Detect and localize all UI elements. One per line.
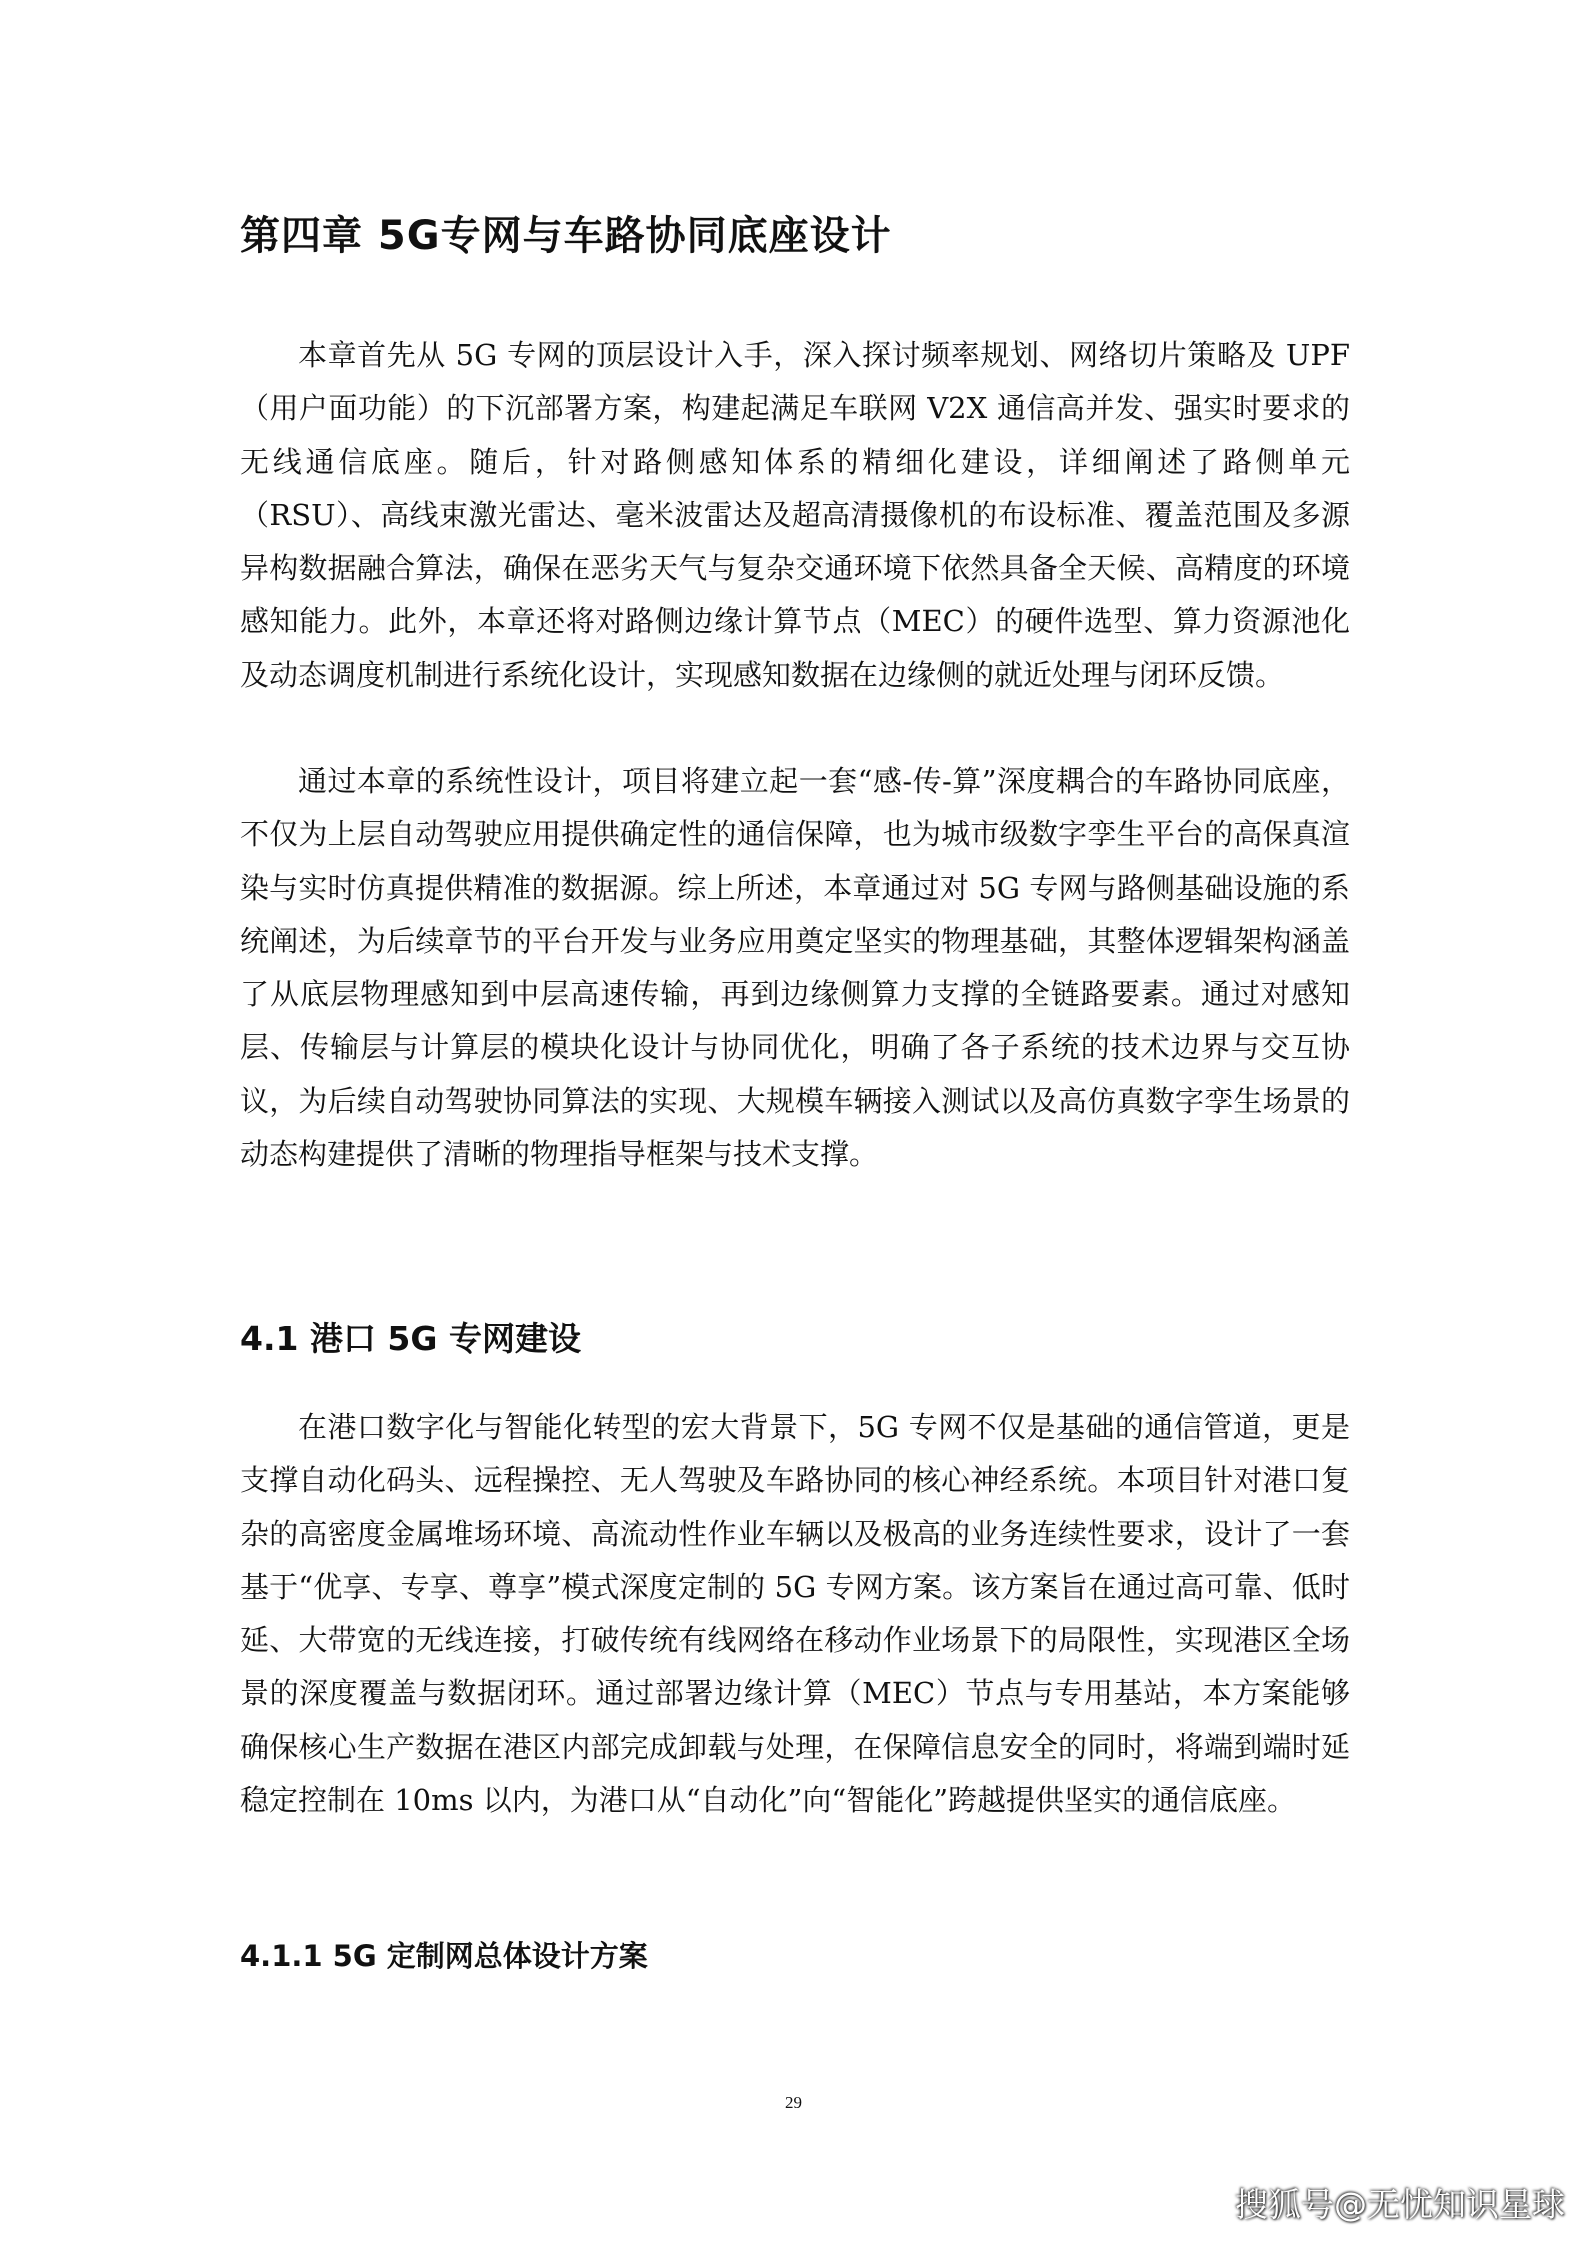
section-title-4-1: 4.1 港口 5G 专网建设 bbox=[240, 1319, 581, 1358]
intro-paragraph-1: 本章首先从 5G 专网的顶层设计入手，深入探讨频率规划、网络切片策略及 UPF（用户面功能）的下沉部署方案，构建起满足车联网 V2X 通信高并发、强实时要求的无线通信底座。随后，针对路侧感知体系的精细化建设，详细阐述了路侧单元（RSU）、高线束激光雷达、毫米波雷达及超高清摄像机的布设标准、覆盖范围及多源异构数据融合算法，确保在恶劣天气与复杂交通环境下依然具备全天候、高精度的环境感知能力。此外，本章还将对路侧边缘计算节点（MEC）的硬件选型、算力资源池化及动态调度机制进行系统化设计，实现感知数据在边缘侧的就近处理与闭环反馈。 bbox=[240, 338, 1350, 692]
intro-paragraph-2: 通过本章的系统性设计，项目将建立起一套“感-传-算”深度耦合的车路协同底座，不仅为上层自动驾驶应用提供确定性的通信保障，也为城市级数字孪生平台的高保真渲染与实时仿真提供精准的数据源。综上所述，本章通过对 5G 专网与路侧基础设施的系统阐述，为后续章节的平台开发与业务应用奠定坚实的物理基础，其整体逻辑架构涵盖了从底层物理感知到中层高速传输，再到边缘侧算力支撑的全链路要素。通过对感知层、传输层与计算层的模块化设计与协同优化，明确了各子系统的技术边界与交互协议，为后续自动驾驶协同算法的实现、大规模车辆接入测试以及高仿真数字孪生场景的动态构建提供了清晰的物理指导框架与技术支撑。 bbox=[240, 764, 1350, 1172]
section-4-1-paragraph: 在港口数字化与智能化转型的宏大背景下，5G 专网不仅是基础的通信管道，更是支撑自动化码头、远程操控、无人驾驶及车路协同的核心神经系统。本项目针对港口复杂的高密度金属堆场环境、高流动性作业车辆以及极高的业务连续性要求，设计了一套基于“优享、专享、尊享”模式深度定制的 5G 专网方案。该方案旨在通过高可靠、低时延、大带宽的无线连接，打破传统有线网络在移动作业场景下的局限性，实现港区全场景的深度覆盖与数据闭环。通过部署边缘计算（MEC）节点与专用基站，本方案能够确保核心生产数据在港区内部完成卸载与处理，在保障信息安全的同时，将端到端时延稳定控制在 10ms 以内，为港口从“自动化”向“智能化”跨越提供坚实的通信底座。 bbox=[240, 1410, 1350, 1818]
chapter-title: 第四章 5G专网与车路协同底座设计 bbox=[240, 213, 892, 259]
watermark: 搜狐号@无忧知识星球 bbox=[1235, 2185, 1565, 2224]
subsection-title-4-1-1: 4.1.1 5G 定制网总体设计方案 bbox=[240, 1939, 648, 1973]
page-number: 29 bbox=[785, 2093, 802, 2112]
